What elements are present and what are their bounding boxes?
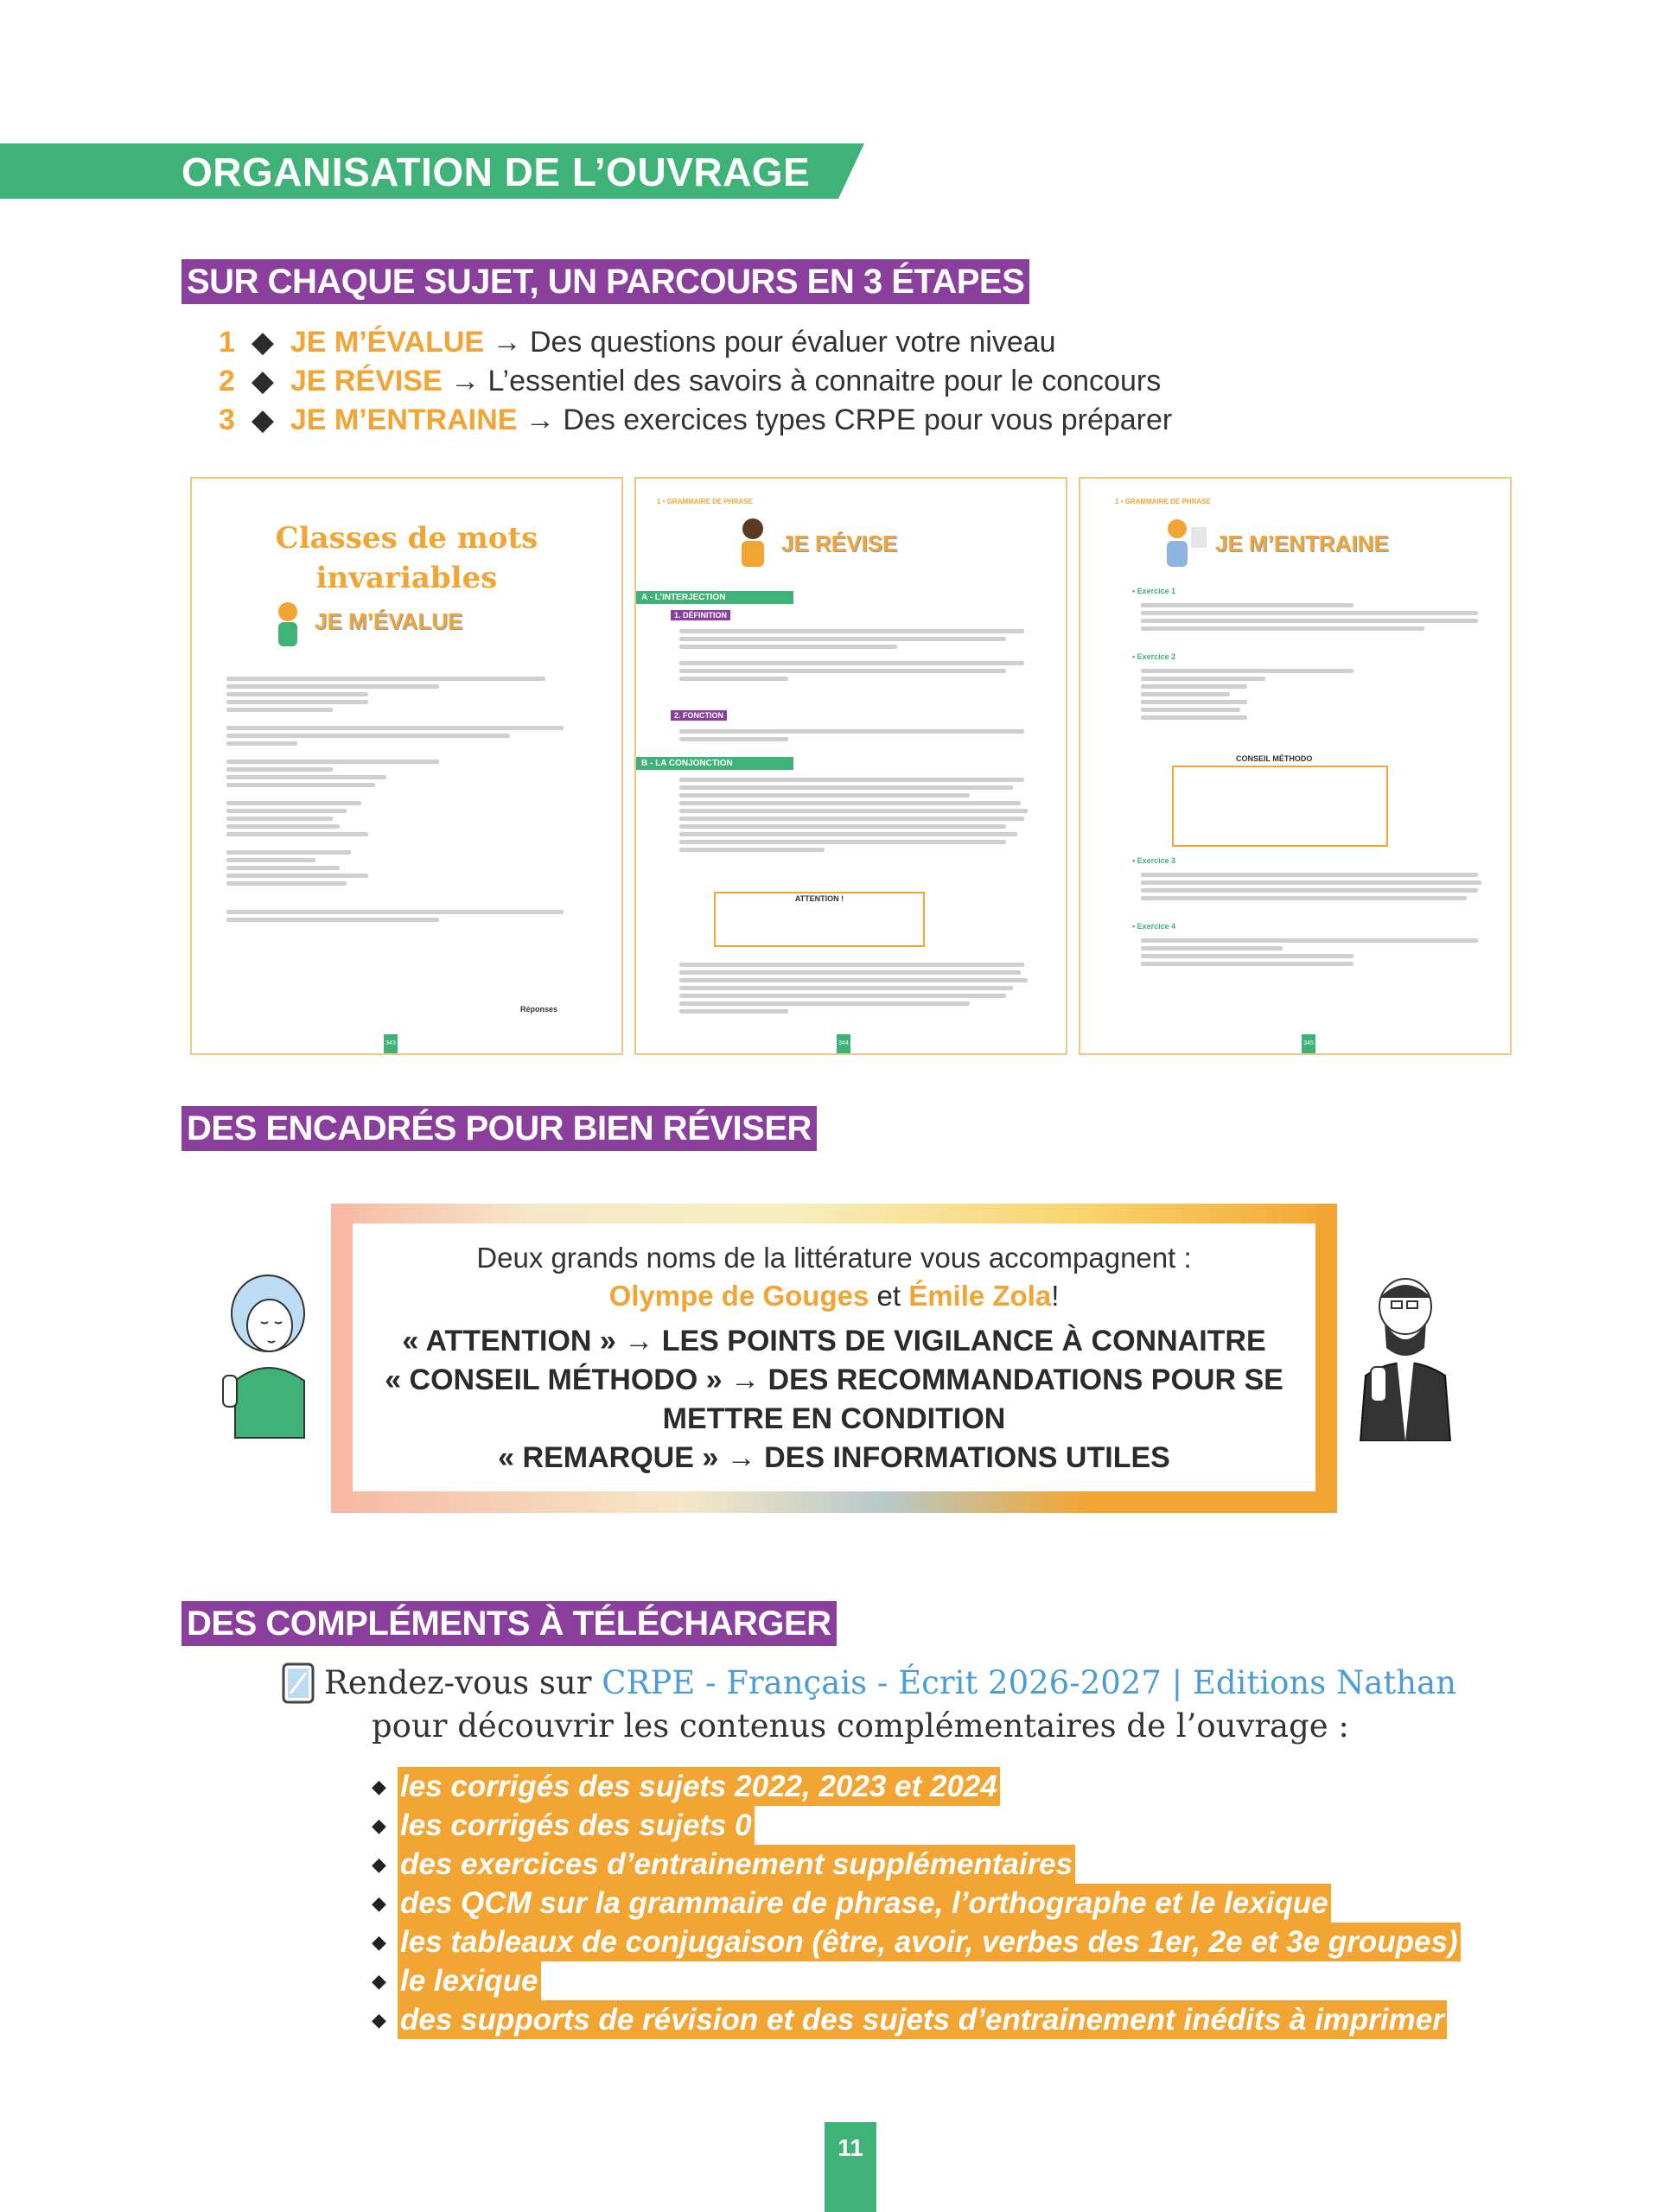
- step-3: 3 ◆ JE M’ENTRAINE → Des exercices types CRPE pour vous préparer: [219, 404, 1173, 436]
- thumb-text-lines: [226, 673, 581, 925]
- list-item: ◆ le lexique: [372, 1961, 1461, 2000]
- diamond-bullet-icon: ◆: [243, 404, 283, 436]
- thumbnail-page-revise: 1 • GRAMMAIRE DE PHRASE JE RÉVISE A - L’INTERJECTION 1. DÉFINITION 2. FONCTION B - LA CONJONCTION ATTENTION ! 344: [634, 477, 1067, 1055]
- list-item: ◆ des QCM sur la grammaire de phrase, l’orthographe et le lexique: [372, 1884, 1461, 1923]
- diamond-bullet-icon: ◆: [372, 1931, 386, 1953]
- attention-box: ATTENTION !: [714, 892, 925, 947]
- diamond-bullet-icon: ◆: [372, 1776, 386, 1797]
- download-instruction: Rendez-vous sur CRPE - Français - Écrit 2026-2027 | Editions Nathan: [324, 1664, 1456, 1701]
- section-title-complements: DES COMPLÉMENTS À TÉLÉCHARGER: [182, 1601, 837, 1646]
- character-revise-icon: [731, 515, 774, 576]
- page-number: 11: [825, 2122, 876, 2212]
- character-entraine-icon: [1158, 515, 1210, 576]
- section-title-encadres: DES ENCADRÉS POUR BIEN RÉVISER: [182, 1106, 817, 1151]
- diamond-bullet-icon: ◆: [372, 1970, 386, 1992]
- list-item: ◆ les tableaux de conjugaison (être, avoir, verbes des 1er, 2e et 3e groupes): [372, 1923, 1461, 1961]
- diamond-bullet-icon: ◆: [243, 365, 283, 397]
- list-item: ◆ les corrigés des sujets 0: [372, 1806, 1461, 1845]
- authors-line: Olympe de Gouges et Émile Zola!: [608, 1280, 1060, 1312]
- diamond-bullet-icon: ◆: [372, 1853, 386, 1875]
- diamond-bullet-icon: ◆: [243, 326, 283, 359]
- thumbnail-page-entraine: 1 • GRAMMAIRE DE PHRASE JE M’ENTRAINE • Exercice 1 • Exercice 2 CONSEIL MÉTHODO • Exercice 3 • Exercice 4 345: [1079, 477, 1512, 1055]
- editions-nathan-link[interactable]: CRPE - Français - Écrit 2026-2027 | Editions Nathan: [602, 1664, 1456, 1701]
- step-2: 2 ◆ JE RÉVISE → L’essentiel des savoirs à connaitre pour le concours: [219, 365, 1162, 397]
- conseil-box: [1172, 766, 1388, 847]
- encadre-content: Deux grands noms de la littérature vous accompagnent : Olympe de Gouges et Émile Zola! « ATTENTION » → LES POINTS DE VIGILANCE À CONNAITRE « CONSEIL MÉTHODO » → DES RECOMMANDATIONS POUR SE METTRE EN CONDITION « REMARQUE » → DES INFORMATIONS UTILES: [353, 1224, 1315, 1491]
- list-item: ◆ des supports de révision et des sujets d’entrainement inédits à imprimer: [372, 2000, 1461, 2039]
- olympe-de-gouges-illustration: [214, 1268, 318, 1441]
- section-title-parcours: SUR CHAQUE SUJET, UN PARCOURS EN 3 ÉTAPES: [182, 259, 1029, 304]
- thumb-title: Classes de mots invariables: [275, 521, 538, 595]
- download-instruction-2: pour découvrir les contenus complémentaires de l’ouvrage :: [372, 1707, 1349, 1745]
- list-item: ◆ des exercices d’entrainement supplémentaires: [372, 1845, 1461, 1884]
- list-item: ◆ les corrigés des sujets 2022, 2023 et 2024: [372, 1767, 1461, 1806]
- complements-list: [372, 1767, 1461, 2039]
- tablet-icon: [282, 1662, 316, 1706]
- thumbnail-page-evalue: Classes de mots invariables JE M’ÉVALUE Réponses 343: [190, 477, 623, 1055]
- diamond-bullet-icon: ◆: [372, 1892, 386, 1914]
- page-title: ORGANISATION DE L’OUVRAGE: [182, 149, 811, 194]
- diamond-bullet-icon: ◆: [372, 2009, 386, 2031]
- character-evalue-icon: [268, 598, 308, 654]
- encadre-types: « ATTENTION » → LES POINTS DE VIGILANCE À CONNAITRE « CONSEIL MÉTHODO » → DES RECOMMANDATIONS POUR SE METTRE EN CONDITION « REMARQUE » → DES INFORMATIONS UTILES: [385, 1325, 1283, 1474]
- step-1: 1 ◆ JE M’ÉVALUE → Des questions pour évaluer votre niveau: [219, 326, 1056, 359]
- steps-list: [219, 323, 1172, 440]
- emile-zola-illustration: [1353, 1272, 1457, 1441]
- diamond-bullet-icon: ◆: [372, 1815, 386, 1836]
